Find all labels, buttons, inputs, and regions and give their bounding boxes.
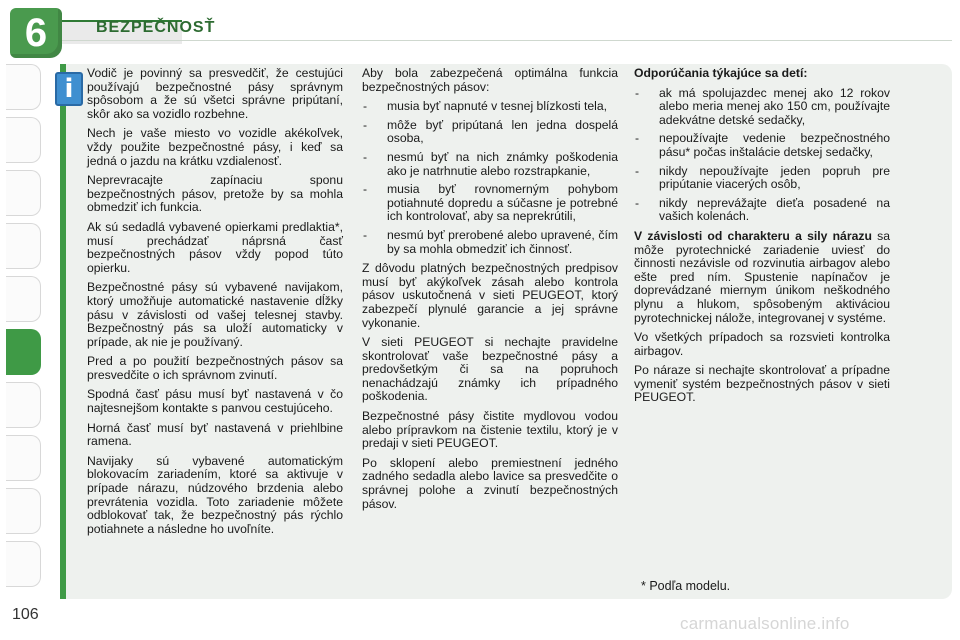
chapter-tab-1[interactable]	[6, 64, 41, 110]
emphasis-text: V závislosti od charakteru a sily nárazu	[634, 228, 872, 243]
paragraph: Bezpečnostné pásy čistite mydlovou vodou alebo prípravkom na čistenie textilu, ktorý je v predaji v sieti PEUGEOT.	[362, 409, 618, 451]
page-number: 106	[12, 606, 39, 623]
header-divider	[62, 40, 952, 41]
chapter-tabs	[0, 64, 44, 594]
paragraph: Nech je vaše miesto vo vozidle akékoľvek, vždy použite bezpečnostné pásy, i keď sa jedná o jazdu na krátku vzdialenosť.	[87, 126, 343, 168]
list-item: - ak má spolujazdec menej ako 12 rokov alebo meria menej ako 150 cm, používajte adekvátne detské sedačky,	[634, 87, 890, 128]
chapter-tab-8[interactable]	[6, 435, 41, 481]
paragraph-text: sa môže pyrotechnické zariadenie uviesť do činnosti nezávisle od rozvinutia airbagov alebo ešte pred ním. Spustenie napínačov je doprevádzané miernym únikom neškodného plynu a hlukom, spôsobeným aktiváciou pyrotechnickej náložе, integrovanej v systéme.	[634, 228, 890, 325]
chapter-number-tab: 6	[10, 8, 62, 58]
chapter-tab-10[interactable]	[6, 541, 41, 587]
child-recommendations-list	[634, 87, 890, 224]
footnote: * Podľa modelu.	[641, 579, 731, 593]
chapter-tab-9[interactable]	[6, 488, 41, 534]
list-intro: Aby bola zabezpečená optimálna funkcia bezpečnostných pásov:	[362, 66, 618, 94]
page-title: BEZPEČNOSŤ	[96, 19, 216, 36]
paragraph: Vo všetkých prípadoch sa rozsvieti kontrolka airbagov.	[634, 330, 890, 358]
seatbelt-conditions-list	[362, 100, 618, 256]
paragraph: Neprevracajte zapínaciu sponu bezpečnostných pásov, pretože by sa mohla obmedziť ich funkcia.	[87, 173, 343, 215]
chapter-tab-4[interactable]	[6, 223, 41, 269]
paragraph: Horná časť musí byť nastavená v priehlbine ramena.	[87, 420, 343, 449]
chapter-tab-5[interactable]	[6, 276, 41, 322]
section-heading: Odporúčania týkajúce sa detí:	[634, 66, 808, 80]
chapter-tab-2[interactable]	[6, 117, 41, 163]
paragraph: Navijaky sú vybavené automatickým blokovacím zariadením, ktoré sa aktivuje v prípade nárazu, núdzového brzdenia alebo prevrátenia vozidla. Toto zariadenie môžete odblokovať tak, že bezpečnostný pás rýchlo potiahnete a následne ho uvoľníte.	[87, 453, 343, 536]
list-item: - nikdy neprevážajte dieťa posadené na vašich kolenách.	[634, 197, 890, 224]
paragraph: Ak sú sedadlá vybavené opierkami predlaktia*, musí prechádzať náprsná časť bezpečnostných pásov vždy popod túto opierku.	[87, 219, 343, 275]
column-middle	[362, 67, 618, 517]
paragraph	[634, 230, 890, 325]
list-item: - nesmú byť na nich známky poškodenia ako je natrhnutie alebo rozstrapkanie,	[362, 151, 618, 178]
list-item: - nepoužívajte vedenie bezpečnostného pásu* počas inštalácie detskej sedačky,	[634, 132, 890, 159]
info-icon: i	[55, 72, 83, 106]
list-item: - môže byť pripútaná len jedna dospelá osoba,	[362, 119, 618, 146]
paragraph: Po sklopení alebo premiestnení jedného zadného sedadla alebo lavice sa presvedčite o správnej polohe a zvinutí bezpečnostných pásov.	[362, 455, 618, 511]
paragraph: Pred a po použití bezpečnostných pásov sa presvedčite o ich správnom zvinutí.	[87, 354, 343, 382]
column-right	[634, 67, 890, 411]
column-left	[87, 67, 343, 542]
chapter-tab-3[interactable]	[6, 170, 41, 216]
watermark: carmanualsonline.info	[680, 614, 850, 633]
chapter-tab-6-active[interactable]	[6, 329, 41, 375]
paragraph: Z dôvodu platných bezpečnostných predpisov musí byť akýkoľvek zásah alebo kontrola pásov uskutočnená v sieti PEUGEOT, ktorý zabezpečí plynulé garancie a jej správne vykonanie.	[362, 261, 618, 330]
paragraph: Spodná časť pásu musí byť nastavená v čo najtesnejšom kontakte s panvou cestujúceho.	[87, 387, 343, 416]
list-item: - musia byť rovnomerným pohybom potiahnuté dopredu a súčasne je potrebné ich kontrolovať, aby sa neprekrútili,	[362, 183, 618, 224]
chapter-tab-7[interactable]	[6, 382, 41, 428]
list-item: - musia byť napnuté v tesnej blízkosti tela,	[362, 100, 618, 114]
list-item: - nikdy nepoužívajte jeden popruh pre pripútanie viacerých osôb,	[634, 165, 890, 192]
paragraph: Po náraze si nechajte skontrolovať a prípadne vymeniť systém bezpečnostných pásov v sieti PEUGEOT.	[634, 363, 890, 405]
paragraph: Vodič je povinný sa presvedčiť, že cestujúci používajú bezpečnostné pásy správnym spôsobom a že sú všetci správne pripútaní, skôr ako sa vozidlo rozbehne.	[87, 66, 343, 121]
paragraph: Bezpečnostné pásy sú vybavené navijakom, ktorý umožňuje automatické nastavenie dĺžky pásu v závislosti od vašej telesnej stavby. Bezpečnostný pás sa uloží automaticky v prípade, ak nie je používaný.	[87, 280, 343, 349]
list-item: - nesmú byť prerobené alebo upravené, čím by sa mohla obmedziť ich činnosť.	[362, 229, 618, 256]
paragraph: V sieti PEUGEOT si nechajte pravidelne skontrolovať vaše bezpečnostné pásy a predovšetkým či sa na popruhoch nenachádzajú známky ich prípadného poškodenia.	[362, 335, 618, 404]
